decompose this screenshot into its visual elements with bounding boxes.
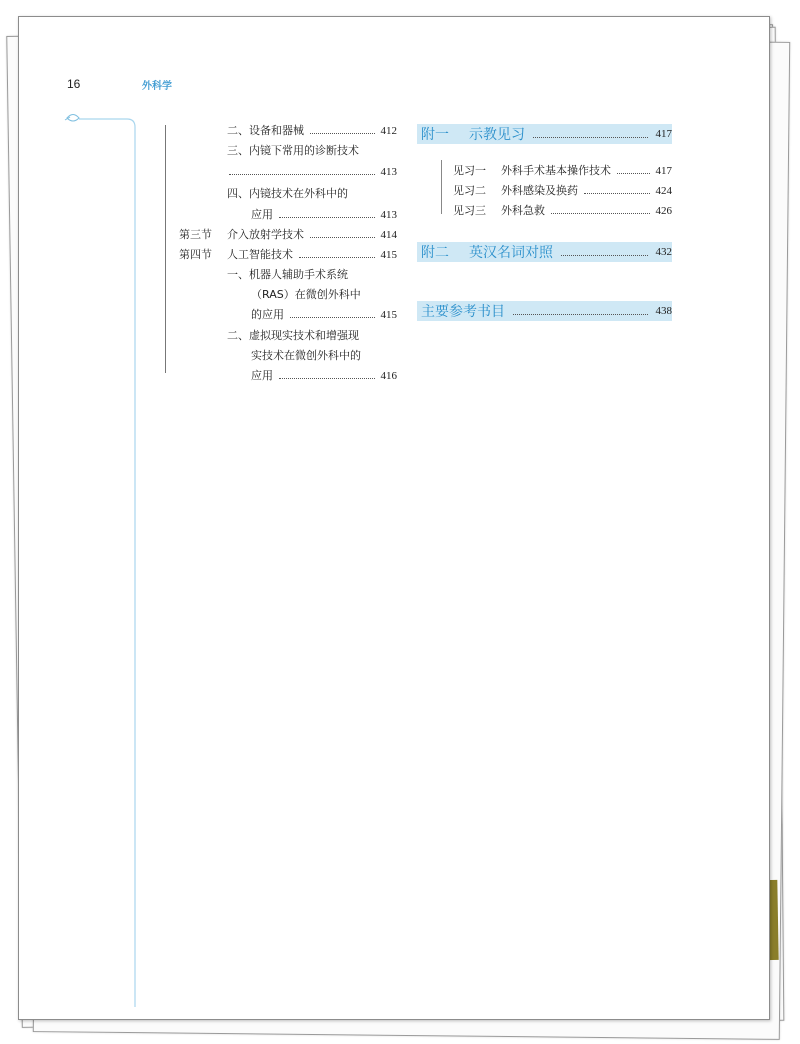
dot-leader <box>513 314 648 315</box>
appendix-title: 示教见习 <box>469 127 525 143</box>
practicum-label: 见习三 <box>453 204 486 217</box>
dot-leader <box>584 193 650 194</box>
toc-section-label: 第三节 <box>179 228 212 241</box>
toc-entry-text: 二、设备和器械 <box>227 124 304 137</box>
dot-leader <box>310 133 375 134</box>
toc-entry-text: 应用 <box>251 369 273 382</box>
running-head-title: 外科学 <box>142 81 172 92</box>
toc-entry-text: 四、内镜技术在外科中的 <box>227 187 348 200</box>
toc-entry[interactable] <box>179 327 397 345</box>
toc-page-number: 416 <box>380 370 397 382</box>
toc-entry-continuation[interactable] <box>179 163 397 181</box>
practicum-label: 见习一 <box>453 164 486 177</box>
toc-entry-text: （RAS）在微创外科中 <box>251 288 361 301</box>
dot-leader <box>279 217 375 218</box>
toc-entry[interactable] <box>179 226 397 244</box>
appendix-1-items <box>453 162 672 222</box>
practicum-text: 外科手术基本操作技术 <box>501 164 611 177</box>
toc-entry-text: 二、虚拟现实技术和增强现 <box>227 329 359 342</box>
practicum-page-number: 426 <box>655 205 672 217</box>
toc-entry-text: 一、机器人辅助手术系统 <box>227 268 348 281</box>
toc-entry[interactable] <box>179 122 397 140</box>
appendix-title: 英汉名词对照 <box>469 245 553 261</box>
toc-page-number: 413 <box>380 209 397 221</box>
toc-entry[interactable] <box>179 142 397 160</box>
toc-entry[interactable] <box>179 246 397 264</box>
margin-decoration <box>61 112 161 1012</box>
appendix-label: 附一 <box>421 127 449 143</box>
toc-entry[interactable] <box>179 266 397 284</box>
practicum-text: 外科急救 <box>501 204 545 217</box>
dot-leader <box>561 255 648 256</box>
toc-entry-text: 实技术在微创外科中的 <box>251 349 361 362</box>
toc-entry[interactable] <box>179 185 397 203</box>
dot-leader <box>617 173 650 174</box>
toc-entry-text: 介入放射学技术 <box>227 228 304 241</box>
toc-section-label: 第四节 <box>179 248 212 261</box>
dot-leader <box>290 317 375 318</box>
document-page <box>18 16 770 1020</box>
left-column-rule <box>165 125 166 373</box>
toc-page-number: 414 <box>380 229 397 241</box>
toc-page-number: 415 <box>380 249 397 261</box>
practicum-text: 外科感染及换药 <box>501 184 578 197</box>
toc-entry-continuation[interactable] <box>179 286 397 304</box>
practicum-page-number: 417 <box>655 165 672 177</box>
appendix-label: 附二 <box>421 245 449 261</box>
toc-page-number: 413 <box>380 166 397 178</box>
toc-entry-text: 应用 <box>251 208 273 221</box>
toc-entry-text: 的应用 <box>251 308 284 321</box>
dot-leader <box>279 378 375 379</box>
page-number: 16 <box>67 77 81 91</box>
dot-leader <box>299 257 375 258</box>
dot-leader <box>533 137 648 138</box>
practicum-entry[interactable] <box>453 182 672 200</box>
toc-entry-continuation[interactable] <box>179 206 397 224</box>
toc-entry-continuation[interactable] <box>179 347 397 365</box>
dot-leader <box>310 237 375 238</box>
dot-leader <box>551 213 650 214</box>
practicum-entry[interactable] <box>453 162 672 180</box>
dot-leader <box>229 174 375 175</box>
practicum-label: 见习二 <box>453 184 486 197</box>
references-heading[interactable] <box>417 301 672 321</box>
toc-page-number: 412 <box>380 125 397 137</box>
appendix-1-rule <box>441 160 442 214</box>
appendix-1-heading[interactable] <box>417 124 672 144</box>
appendix-page-number: 432 <box>655 246 672 258</box>
toc-entry-text: 人工智能技术 <box>227 248 293 261</box>
toc-entry-continuation[interactable] <box>179 367 397 385</box>
practicum-entry[interactable] <box>453 202 672 220</box>
references-page-number: 438 <box>655 305 672 317</box>
leaf-icon <box>65 115 79 122</box>
toc-page-number: 415 <box>380 309 397 321</box>
references-title: 主要参考书目 <box>421 304 505 320</box>
appendix-2-heading[interactable] <box>417 242 672 262</box>
practicum-page-number: 424 <box>655 185 672 197</box>
toc-entry-continuation[interactable] <box>179 306 397 324</box>
toc-left-column <box>179 122 397 384</box>
appendix-page-number: 417 <box>655 128 672 140</box>
toc-entry-text: 三、内镜下常用的诊断技术 <box>227 144 359 157</box>
